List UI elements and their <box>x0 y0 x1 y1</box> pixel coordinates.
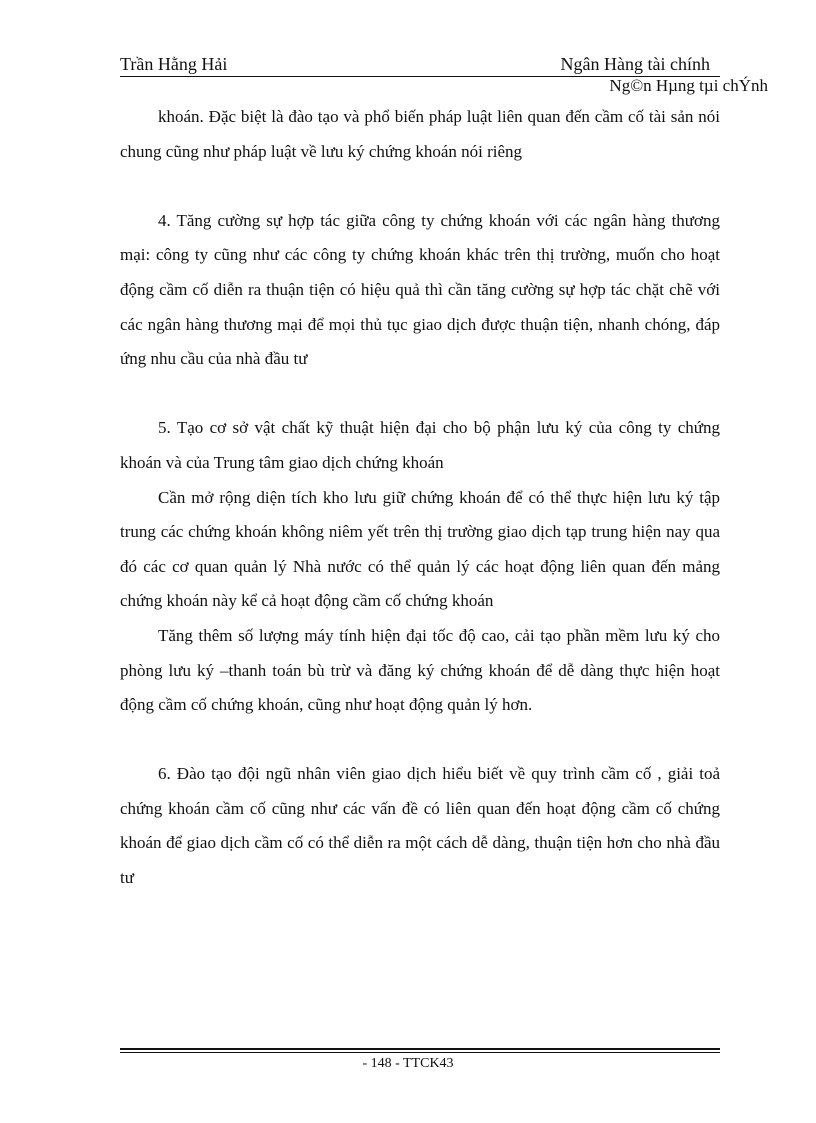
paragraph-item-4: 4. Tăng cường sự hợp tác giữa công ty chứng khoán với các ngân hàng thương mại: công ty cũng như các công ty chứng khoán khác trên thị trường, muốn cho hoạt động cầm cố diễn ra thuận tiện có hiệu quả thì cần tăng cường sự hợp tác chặt chẽ với các ngân hàng thương mại để mọi thủ tục giao dịch được thuận tiện, nhanh chóng, đáp ứng nhu cầu của nhà đầu tư <box>120 210 720 369</box>
paragraph-item-6: 6. Đào tạo đội ngũ nhân viên giao dịch hiểu biết về quy trình cầm cố , giải toả chứng khoán cầm cố cũng như các vấn đề có liên quan đến hoạt động cầm cố chứng khoán để giao dịch cầm cố có thể diễn ra một cách dễ dàng, thuận tiện hơn cho nhà đầu tư <box>120 764 720 888</box>
header-author: Trần Hằng Hải <box>120 54 228 74</box>
header-garbled-subject: Ng©n Hµng tµi chÝnh <box>609 76 768 95</box>
paragraph-item-5: 5. Tạo cơ sở vật chất kỹ thuật hiện đại cho bộ phận lưu ký của công ty chứng khoán và của Trung tâm giao dịch chứng khoán <box>120 418 720 472</box>
paragraph-item-5-computers: Tăng thêm số lượng máy tính hiện đại tốc độ cao, cải tạo phần mềm lưu ký cho phòng lưu ký –thanh toán bù trừ và đăng ký chứng khoán để dễ dàng thực hiện hoạt động cầm cố chứng khoán, cũng như hoạt động quản lý hơn. <box>120 625 720 715</box>
paragraph-gap <box>120 169 720 204</box>
paragraph-item-5-storage: Cần mở rộng diện tích kho lưu giữ chứng khoán để có thể thực hiện lưu ký tập trung các chứng khoán không niêm yết trên thị trường giao dịch tạp trung hiện nay qua đó các cơ quan quản lý Nhà nước có thể quản lý các hoạt động liên quan đến mảng chứng khoán này kể cả hoạt động cầm cố chứng khoán <box>120 487 720 611</box>
paragraph-gap <box>120 723 720 758</box>
page-number: - 148 - TTCK43 <box>362 1056 454 1071</box>
paragraph-continuation: khoán. Đặc biệt là đào tạo và phổ biến pháp luật liên quan đến cầm cố tài sản nói chung cũng như pháp luật về lưu ký chứng khoán nói riêng <box>120 107 720 161</box>
paragraph-gap <box>120 377 720 412</box>
header-subject: Ngân Hàng tài chính <box>560 54 710 74</box>
document-body <box>120 100 720 896</box>
footer-divider <box>120 1048 720 1053</box>
